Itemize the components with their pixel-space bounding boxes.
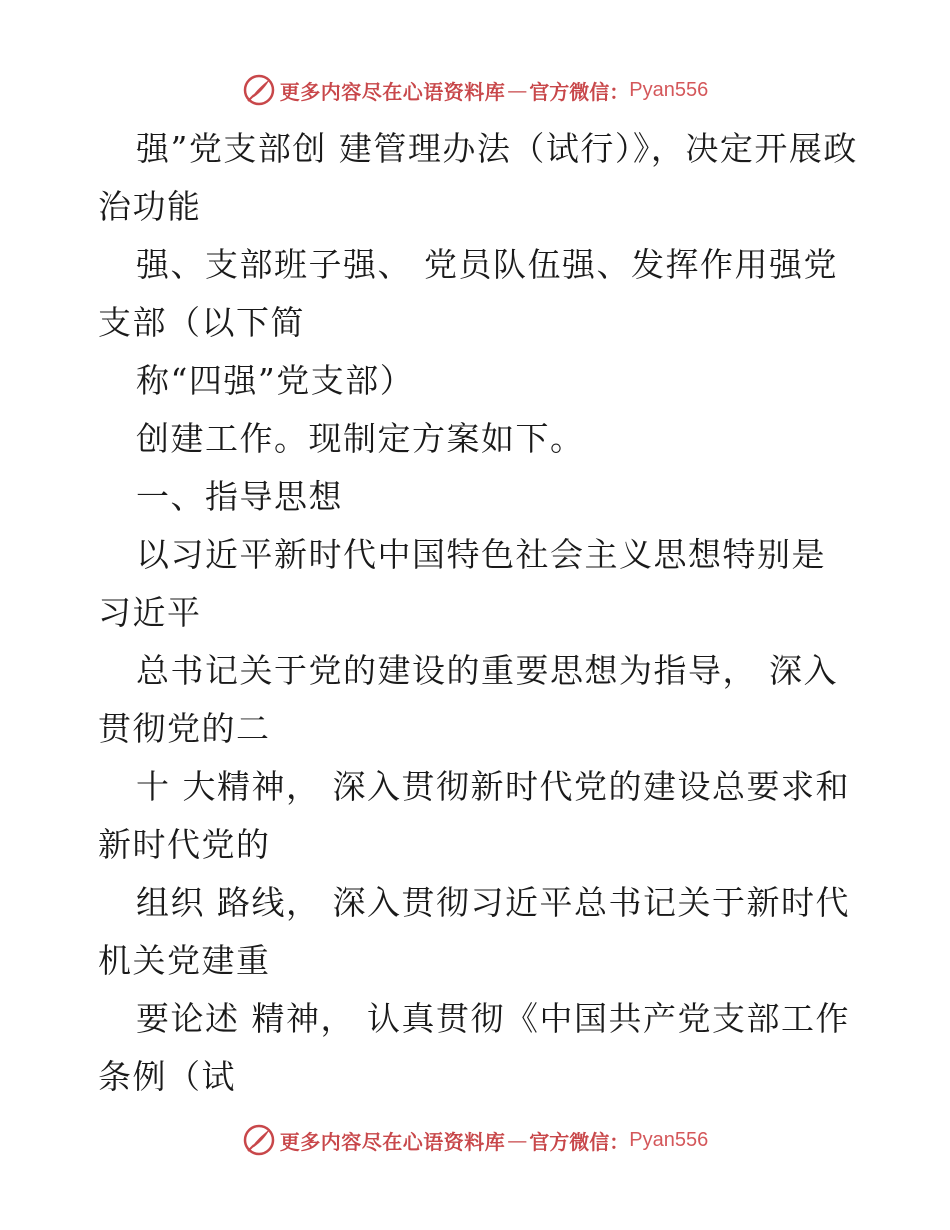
watermark-brand-text: 更多内容尽在心语资料库	[279, 1129, 506, 1154]
section-heading: 一、指导思想	[136, 477, 343, 516]
paragraph: 创建工作。现制定方案如下。	[136, 419, 585, 458]
watermark-official-label: 官方微信：	[529, 79, 630, 104]
feather-pen-circle-icon	[242, 73, 276, 107]
watermark-brand-text: 更多内容尽在心语资料库	[279, 79, 506, 104]
document-body	[98, 120, 858, 1106]
footer-watermark-banner	[0, 1120, 950, 1160]
watermark-separator: —	[507, 78, 528, 102]
paragraph: 要论述 精神， 认真贯彻《中国共产党支部工作条例（试	[98, 999, 850, 1096]
paragraph: 以习近平新时代中国特色社会主义思想特别是习近平	[98, 535, 826, 632]
watermark-wechat-id: Pyan556	[629, 78, 709, 101]
paragraph: 称“四强”党支部）	[136, 361, 415, 400]
header-watermark-banner	[0, 70, 950, 110]
paragraph: 强、支部班子强、 党员队伍强、发挥作用强党支部（以下简	[98, 245, 838, 342]
watermark-wechat-id: Pyan556	[629, 1128, 709, 1151]
paragraph: 强”党支部创 建管理办法（试行）》，决定开展政治功能	[98, 129, 858, 226]
feather-pen-circle-icon	[242, 1123, 276, 1157]
paragraph: 总书记关于党的建设的重要思想为指导， 深入贯彻党的二	[98, 651, 838, 748]
paragraph: 组织 路线， 深入贯彻习近平总书记关于新时代机关党建重	[98, 883, 850, 980]
watermark-separator: —	[507, 1128, 528, 1152]
watermark-official-label: 官方微信：	[529, 1129, 630, 1154]
paragraph: 十 大精神， 深入贯彻新时代党的建设总要求和新时代党的	[98, 767, 850, 864]
